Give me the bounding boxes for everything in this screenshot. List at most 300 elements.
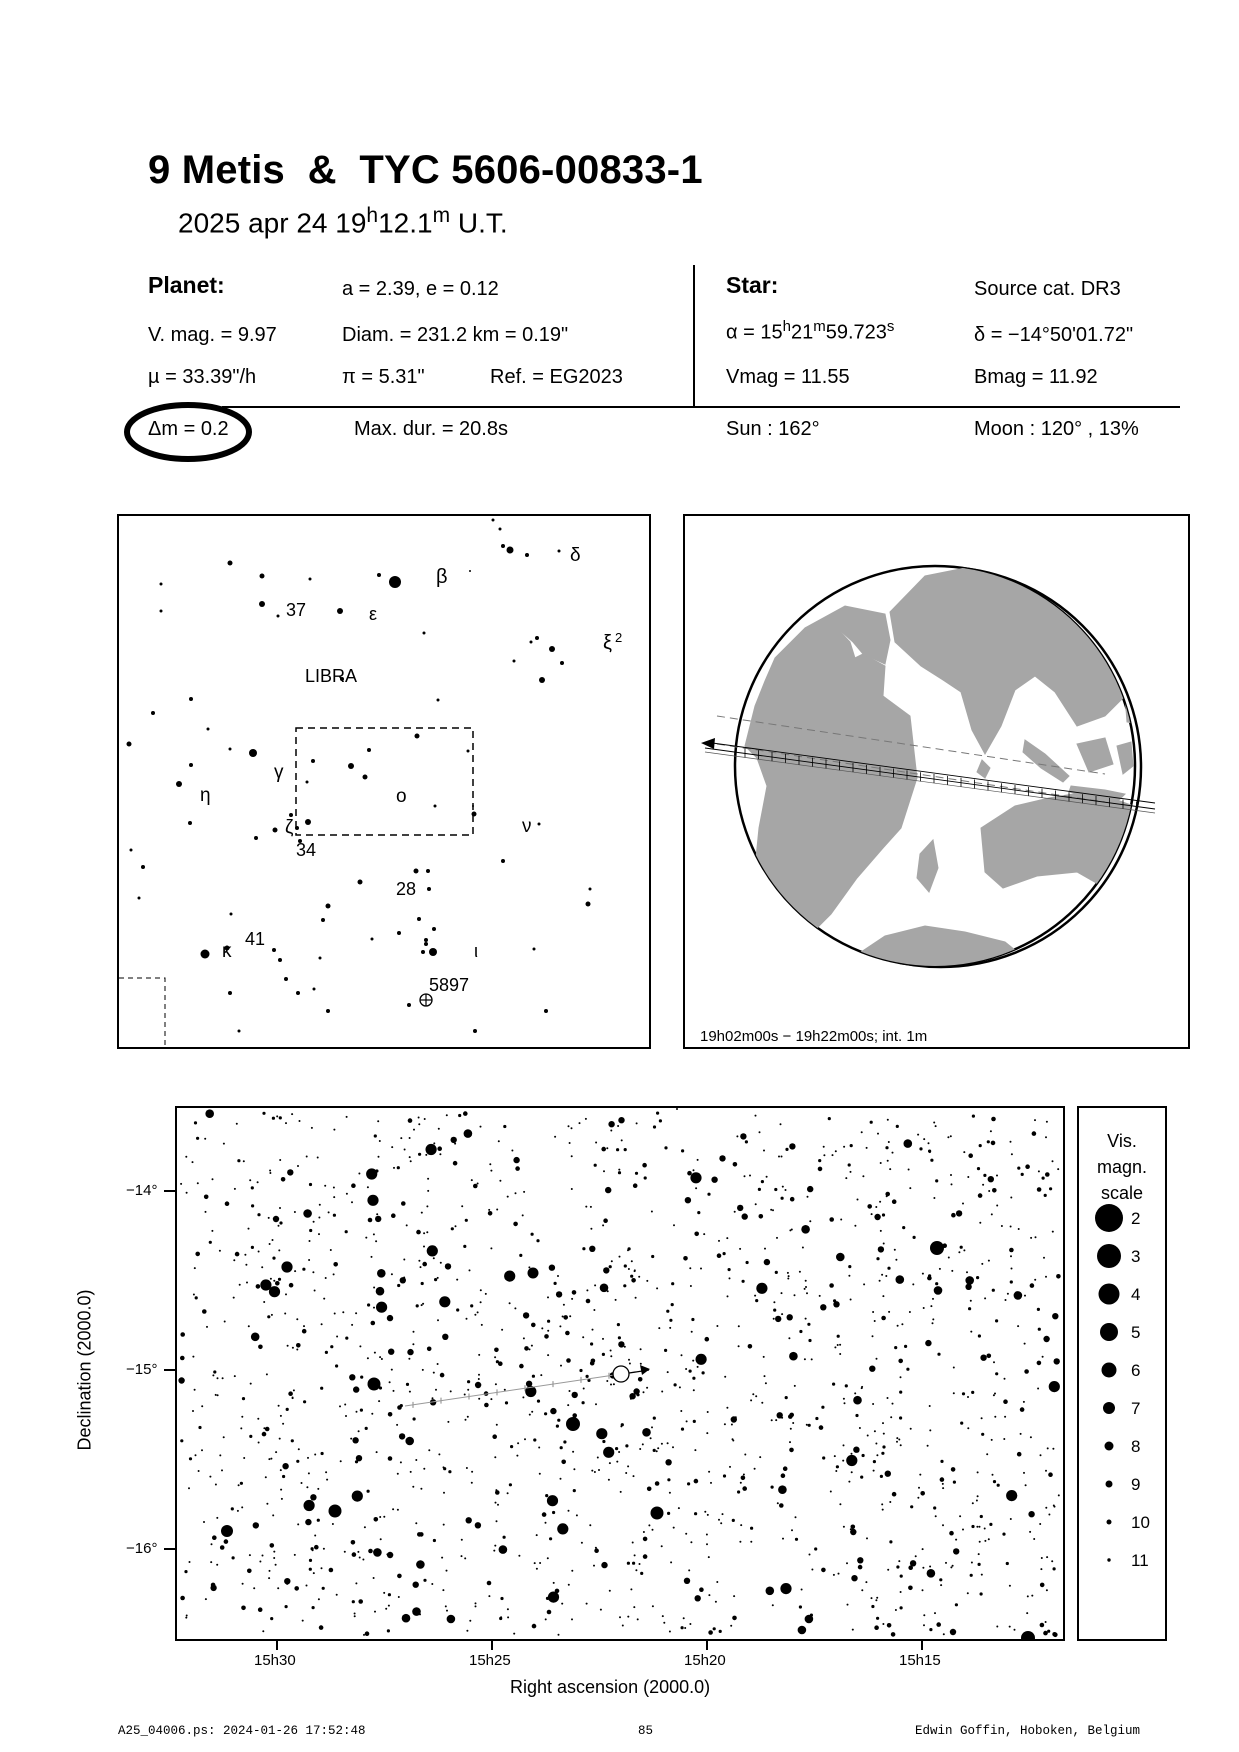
chart-star bbox=[602, 1224, 604, 1226]
chart-star bbox=[195, 1252, 200, 1257]
chart-star bbox=[708, 1630, 713, 1635]
chart-star bbox=[692, 1360, 694, 1362]
finder-star bbox=[469, 570, 471, 572]
chart-star bbox=[403, 1259, 405, 1261]
chart-star bbox=[735, 1416, 737, 1418]
bright-star bbox=[651, 1507, 664, 1520]
chart-star bbox=[847, 1604, 849, 1606]
chart-star bbox=[294, 1270, 296, 1272]
chart-star bbox=[930, 1159, 933, 1162]
chart-star bbox=[766, 1587, 775, 1596]
chart-star bbox=[608, 1479, 610, 1481]
chart-star bbox=[188, 1487, 190, 1489]
chart-star bbox=[425, 1154, 427, 1156]
chart-star bbox=[773, 1309, 776, 1312]
finder-star bbox=[586, 902, 591, 907]
chart-star bbox=[744, 1175, 746, 1177]
chart-star bbox=[351, 1201, 353, 1203]
chart-star bbox=[531, 1411, 533, 1413]
chart-star bbox=[888, 1141, 890, 1143]
chart-star bbox=[933, 1122, 935, 1124]
chart-star bbox=[777, 1502, 779, 1504]
finder-star bbox=[389, 576, 401, 588]
chart-star bbox=[196, 1137, 199, 1140]
chart-star bbox=[576, 1514, 578, 1516]
chart-star bbox=[896, 1125, 899, 1128]
chart-star bbox=[837, 1344, 839, 1346]
chart-star bbox=[392, 1508, 394, 1510]
chart-star bbox=[547, 1296, 549, 1298]
chart-star bbox=[1010, 1197, 1012, 1199]
chart-star bbox=[756, 1283, 767, 1294]
chart-star bbox=[216, 1517, 218, 1519]
chart-star bbox=[927, 1569, 936, 1578]
chart-star bbox=[970, 1574, 973, 1577]
chart-star bbox=[742, 1213, 748, 1219]
chart-star bbox=[374, 1517, 379, 1522]
chart-star bbox=[495, 1489, 497, 1491]
chart-star bbox=[630, 1275, 633, 1278]
chart-star bbox=[887, 1267, 890, 1270]
chart-star bbox=[569, 1142, 571, 1144]
chart-star bbox=[795, 1516, 797, 1518]
chart-star bbox=[627, 1465, 629, 1467]
chart-star bbox=[992, 1474, 994, 1476]
chart-star bbox=[877, 1133, 879, 1135]
chart-star bbox=[547, 1330, 549, 1332]
chart-star bbox=[262, 1432, 267, 1437]
chart-star bbox=[270, 1617, 273, 1620]
chart-star bbox=[243, 1160, 245, 1162]
chart-star bbox=[538, 1447, 540, 1449]
chart-star bbox=[670, 1561, 672, 1563]
chart-star bbox=[659, 1119, 662, 1122]
chart-star bbox=[851, 1471, 853, 1473]
chart-star bbox=[328, 1211, 330, 1213]
chart-star bbox=[445, 1263, 451, 1269]
occultation-star-icon bbox=[613, 1366, 629, 1382]
chart-star bbox=[994, 1416, 996, 1418]
finder-star bbox=[160, 610, 163, 613]
new-guinea-icon bbox=[1145, 772, 1185, 806]
chart-star bbox=[896, 1441, 898, 1443]
chart-star bbox=[387, 1629, 390, 1632]
chart-star bbox=[504, 1389, 506, 1391]
chart-star bbox=[198, 1470, 200, 1472]
chart-star bbox=[917, 1134, 919, 1136]
chart-star bbox=[368, 1218, 373, 1223]
chart-star bbox=[1031, 1595, 1033, 1597]
chart-star bbox=[235, 1252, 240, 1257]
chart-star bbox=[894, 1346, 897, 1349]
chart-star bbox=[354, 1613, 356, 1615]
chart-star bbox=[400, 1404, 403, 1407]
chart-star bbox=[671, 1282, 674, 1285]
chart-star bbox=[758, 1188, 761, 1191]
star-label-iota: ι bbox=[474, 941, 478, 961]
chart-star bbox=[262, 1555, 264, 1557]
chart-star bbox=[713, 1627, 716, 1630]
chart-star bbox=[781, 1473, 786, 1478]
chart-star bbox=[388, 1605, 390, 1607]
chart-star bbox=[743, 1474, 745, 1476]
chart-star bbox=[209, 1241, 212, 1244]
chart-star bbox=[687, 1482, 690, 1485]
chart-star bbox=[275, 1564, 277, 1566]
chart-star bbox=[764, 1259, 770, 1265]
chart-star bbox=[334, 1313, 336, 1315]
chart-star bbox=[320, 1387, 323, 1390]
chart-star bbox=[291, 1439, 294, 1442]
chart-star bbox=[874, 1320, 876, 1322]
chart-star bbox=[818, 1167, 823, 1172]
chart-star bbox=[962, 1203, 964, 1205]
chart-star bbox=[881, 1316, 886, 1321]
finder-star bbox=[429, 948, 437, 956]
chart-star bbox=[287, 1345, 289, 1347]
chart-star bbox=[913, 1236, 916, 1239]
chart-star bbox=[427, 1178, 429, 1180]
finder-star bbox=[138, 897, 141, 900]
chart-star bbox=[992, 1188, 997, 1193]
planet-orbit: a = 2.39, e = 0.12 bbox=[342, 278, 499, 300]
finder-star bbox=[313, 988, 316, 991]
chart-star bbox=[1020, 1433, 1022, 1435]
finder-star bbox=[337, 608, 343, 614]
globe-panel bbox=[683, 514, 1190, 1049]
chart-star bbox=[834, 1346, 836, 1348]
chart-star bbox=[451, 1227, 454, 1230]
chart-star bbox=[996, 1205, 998, 1207]
chart-star bbox=[493, 1550, 495, 1552]
chart-star bbox=[664, 1146, 667, 1149]
chart-star bbox=[466, 1630, 468, 1632]
star-label-epsilon: ε bbox=[369, 604, 378, 624]
chart-star bbox=[251, 1246, 254, 1249]
chart-star bbox=[726, 1407, 728, 1409]
chart-star bbox=[989, 1523, 992, 1526]
chart-star bbox=[988, 1260, 990, 1262]
table-rule bbox=[222, 406, 1180, 408]
chart-star bbox=[755, 1115, 757, 1117]
chart-star bbox=[244, 1254, 246, 1256]
chart-star bbox=[981, 1417, 983, 1419]
chart-star bbox=[876, 1617, 879, 1620]
chart-star bbox=[582, 1401, 585, 1404]
chart-star bbox=[788, 1275, 790, 1277]
finder-star bbox=[426, 869, 430, 873]
chart-star bbox=[517, 1442, 519, 1444]
chart-star bbox=[223, 1143, 225, 1145]
chart-star bbox=[1010, 1518, 1012, 1520]
chart-star bbox=[409, 1137, 411, 1139]
legend-label: 2 bbox=[1131, 1209, 1141, 1228]
chart-star bbox=[383, 1516, 385, 1518]
chart-star bbox=[478, 1378, 480, 1380]
chart-star bbox=[477, 1183, 479, 1185]
chart-star bbox=[336, 1336, 338, 1338]
chart-star bbox=[627, 1249, 629, 1251]
chart-star bbox=[269, 1286, 280, 1297]
chart-star bbox=[249, 1435, 252, 1438]
xtick-label-3: 15h20 bbox=[684, 1652, 726, 1669]
chart-star bbox=[423, 1232, 425, 1234]
chart-star bbox=[788, 1337, 790, 1339]
chart-star bbox=[583, 1388, 585, 1390]
chart-star bbox=[568, 1125, 570, 1127]
chart-star bbox=[811, 1358, 813, 1360]
chart-star bbox=[992, 1289, 995, 1292]
chart-star bbox=[206, 1326, 208, 1328]
chart-star bbox=[285, 1605, 288, 1608]
chart-star bbox=[470, 1304, 473, 1307]
chart-star bbox=[618, 1341, 624, 1347]
chart-star bbox=[1057, 1168, 1059, 1170]
chart-star bbox=[330, 1345, 333, 1348]
chart-star bbox=[592, 1329, 594, 1331]
chart-star bbox=[211, 1583, 216, 1588]
chart-star bbox=[874, 1625, 879, 1630]
chart-star bbox=[759, 1131, 761, 1133]
chart-star bbox=[988, 1538, 990, 1540]
chart-star bbox=[945, 1562, 947, 1564]
chart-star bbox=[608, 1121, 614, 1127]
chart-star bbox=[545, 1494, 548, 1497]
finder-star bbox=[228, 991, 232, 995]
chart-star bbox=[872, 1403, 874, 1405]
chart-star bbox=[719, 1155, 725, 1161]
chart-star bbox=[557, 1419, 560, 1422]
chart-star bbox=[950, 1566, 952, 1568]
chart-star bbox=[516, 1455, 518, 1457]
chart-star bbox=[238, 1484, 240, 1486]
chart-star bbox=[601, 1562, 607, 1568]
chart-star bbox=[915, 1555, 917, 1557]
chart-star bbox=[935, 1515, 937, 1517]
chart-star bbox=[478, 1374, 480, 1376]
chart-star bbox=[205, 1598, 207, 1600]
chart-star bbox=[312, 1606, 315, 1609]
chart-star bbox=[272, 1257, 275, 1260]
chart-star bbox=[416, 1230, 421, 1235]
chart-star bbox=[861, 1386, 863, 1388]
chart-star bbox=[205, 1109, 214, 1118]
star-label-beta: β bbox=[436, 566, 448, 588]
chart-star bbox=[461, 1539, 463, 1541]
chart-star bbox=[285, 1293, 287, 1295]
chart-star bbox=[302, 1620, 304, 1622]
star-dec: δ = −14°50'01.72" bbox=[974, 324, 1134, 346]
chart-star bbox=[241, 1606, 246, 1611]
chart-star bbox=[908, 1169, 910, 1171]
chart-star bbox=[624, 1264, 627, 1267]
chart-star bbox=[418, 1117, 420, 1119]
chart-star bbox=[1045, 1470, 1047, 1472]
chart-star bbox=[900, 1575, 903, 1578]
chart-star bbox=[640, 1363, 642, 1365]
bright-star bbox=[930, 1241, 944, 1255]
chart-star bbox=[571, 1188, 573, 1190]
legend-dot bbox=[1103, 1402, 1115, 1414]
chart-star bbox=[500, 1597, 503, 1600]
chart-star bbox=[618, 1171, 621, 1174]
chart-star bbox=[501, 1329, 503, 1331]
chart-star bbox=[840, 1219, 842, 1221]
chart-star bbox=[475, 1382, 481, 1388]
chart-star bbox=[496, 1424, 498, 1426]
legend-label: 4 bbox=[1131, 1285, 1141, 1304]
event-dm: Δm = 0.2 bbox=[148, 418, 229, 440]
chart-star bbox=[201, 1405, 203, 1407]
chart-star bbox=[474, 1314, 476, 1316]
chart-star bbox=[554, 1136, 556, 1138]
chart-star bbox=[413, 1417, 416, 1420]
chart-star bbox=[404, 1149, 406, 1151]
chart-star bbox=[635, 1297, 637, 1299]
chart-star bbox=[644, 1176, 647, 1179]
chart-star bbox=[393, 1167, 395, 1169]
chart-star bbox=[1043, 1257, 1045, 1259]
chart-star bbox=[245, 1264, 247, 1266]
chart-star bbox=[365, 1427, 368, 1430]
chart-star bbox=[488, 1209, 490, 1211]
chart-star bbox=[896, 1565, 899, 1568]
chart-star bbox=[335, 1364, 338, 1367]
chart-star bbox=[1009, 1248, 1014, 1253]
chart-star bbox=[505, 1401, 508, 1404]
chart-star bbox=[478, 1398, 480, 1400]
chart-star bbox=[355, 1582, 357, 1584]
chart-star bbox=[761, 1180, 764, 1183]
chart-star bbox=[929, 1628, 932, 1631]
chart-star bbox=[391, 1146, 393, 1148]
chart-star bbox=[397, 1166, 400, 1169]
chart-star bbox=[910, 1505, 913, 1508]
chart-star bbox=[412, 1343, 414, 1345]
finder-star bbox=[326, 1009, 330, 1013]
chart-star bbox=[499, 1617, 502, 1620]
chart-star bbox=[277, 1587, 279, 1589]
chart-star bbox=[420, 1266, 422, 1268]
chart-star bbox=[422, 1369, 424, 1371]
chart-star bbox=[606, 1380, 608, 1382]
chart-star bbox=[296, 1343, 301, 1348]
chart-star bbox=[571, 1155, 573, 1157]
chart-star bbox=[892, 1403, 894, 1405]
star-ra: $\alpha = 15^h21^m59.723^s$ bbox=[726, 318, 895, 344]
chart-star bbox=[561, 1460, 566, 1465]
chart-star bbox=[667, 1371, 669, 1373]
chart-star bbox=[269, 1170, 271, 1172]
chart-star bbox=[706, 1432, 708, 1434]
chart-star bbox=[899, 1416, 902, 1419]
chart-star bbox=[695, 1595, 701, 1601]
chart-star bbox=[971, 1525, 974, 1528]
chart-star bbox=[755, 1299, 758, 1302]
chart-star bbox=[984, 1528, 986, 1530]
chart-star bbox=[732, 1616, 737, 1621]
star-label-nu: ν bbox=[522, 816, 532, 837]
legend-dot bbox=[1105, 1442, 1114, 1451]
chart-star bbox=[880, 1475, 883, 1478]
chart-star bbox=[624, 1346, 626, 1348]
chart-star bbox=[503, 1536, 506, 1539]
chart-star bbox=[549, 1537, 552, 1540]
chart-star bbox=[898, 1560, 900, 1562]
chart-star bbox=[982, 1184, 984, 1186]
chart-star bbox=[418, 1153, 421, 1156]
chart-star bbox=[882, 1213, 885, 1216]
chart-star bbox=[323, 1548, 325, 1550]
legend-dot bbox=[1107, 1520, 1112, 1525]
chart-star bbox=[833, 1574, 835, 1576]
chart-star bbox=[633, 1183, 638, 1188]
chart-star bbox=[628, 1268, 630, 1270]
chart-star bbox=[590, 1361, 595, 1366]
star-label-eta: η bbox=[200, 785, 211, 806]
chart-star bbox=[321, 1567, 323, 1569]
page-title: 9 Metis & TYC 5606-00833-1 bbox=[148, 148, 703, 192]
chart-star bbox=[942, 1524, 944, 1526]
finder-star bbox=[424, 942, 428, 946]
chart-star bbox=[195, 1454, 197, 1456]
finder-chart bbox=[117, 514, 651, 1049]
finder-star bbox=[473, 1029, 477, 1033]
chart-star bbox=[541, 1327, 543, 1329]
chart-star bbox=[947, 1136, 949, 1138]
chart-star bbox=[643, 1554, 648, 1559]
chart-star bbox=[1046, 1556, 1048, 1558]
chart-star bbox=[844, 1402, 846, 1404]
chart-star bbox=[376, 1287, 385, 1296]
bright-star bbox=[566, 1417, 580, 1431]
chart-star bbox=[297, 1523, 299, 1525]
legend-label: 8 bbox=[1131, 1437, 1141, 1456]
chart-star bbox=[435, 1389, 437, 1391]
chart-star bbox=[258, 1345, 263, 1350]
chart-star bbox=[220, 1545, 225, 1550]
chart-star bbox=[697, 1159, 699, 1161]
chart-star bbox=[352, 1552, 357, 1557]
chart-star bbox=[883, 1243, 885, 1245]
chart-star bbox=[360, 1376, 363, 1379]
chart-star bbox=[309, 1559, 312, 1562]
chart-star bbox=[627, 1616, 629, 1618]
chart-star bbox=[490, 1170, 492, 1172]
chart-star bbox=[889, 1168, 891, 1170]
chart-star bbox=[1029, 1531, 1031, 1533]
chart-star bbox=[875, 1443, 877, 1445]
chart-star bbox=[858, 1565, 863, 1570]
chart-star bbox=[881, 1503, 883, 1505]
finder-star bbox=[501, 859, 505, 863]
chart-star bbox=[693, 1169, 695, 1171]
chart-star bbox=[477, 1311, 479, 1313]
chart-star bbox=[1003, 1438, 1005, 1440]
chart-star bbox=[935, 1282, 938, 1285]
chart-star bbox=[731, 1424, 733, 1426]
chart-star bbox=[433, 1142, 435, 1144]
chart-star bbox=[951, 1270, 953, 1272]
chart-star bbox=[601, 1147, 606, 1152]
chart-star bbox=[184, 1570, 187, 1573]
chart-star bbox=[723, 1474, 726, 1477]
chart-star bbox=[620, 1491, 622, 1493]
chart-star bbox=[569, 1315, 571, 1317]
chart-star bbox=[1048, 1472, 1053, 1477]
chart-star bbox=[991, 1213, 993, 1215]
chart-star bbox=[622, 1625, 624, 1627]
